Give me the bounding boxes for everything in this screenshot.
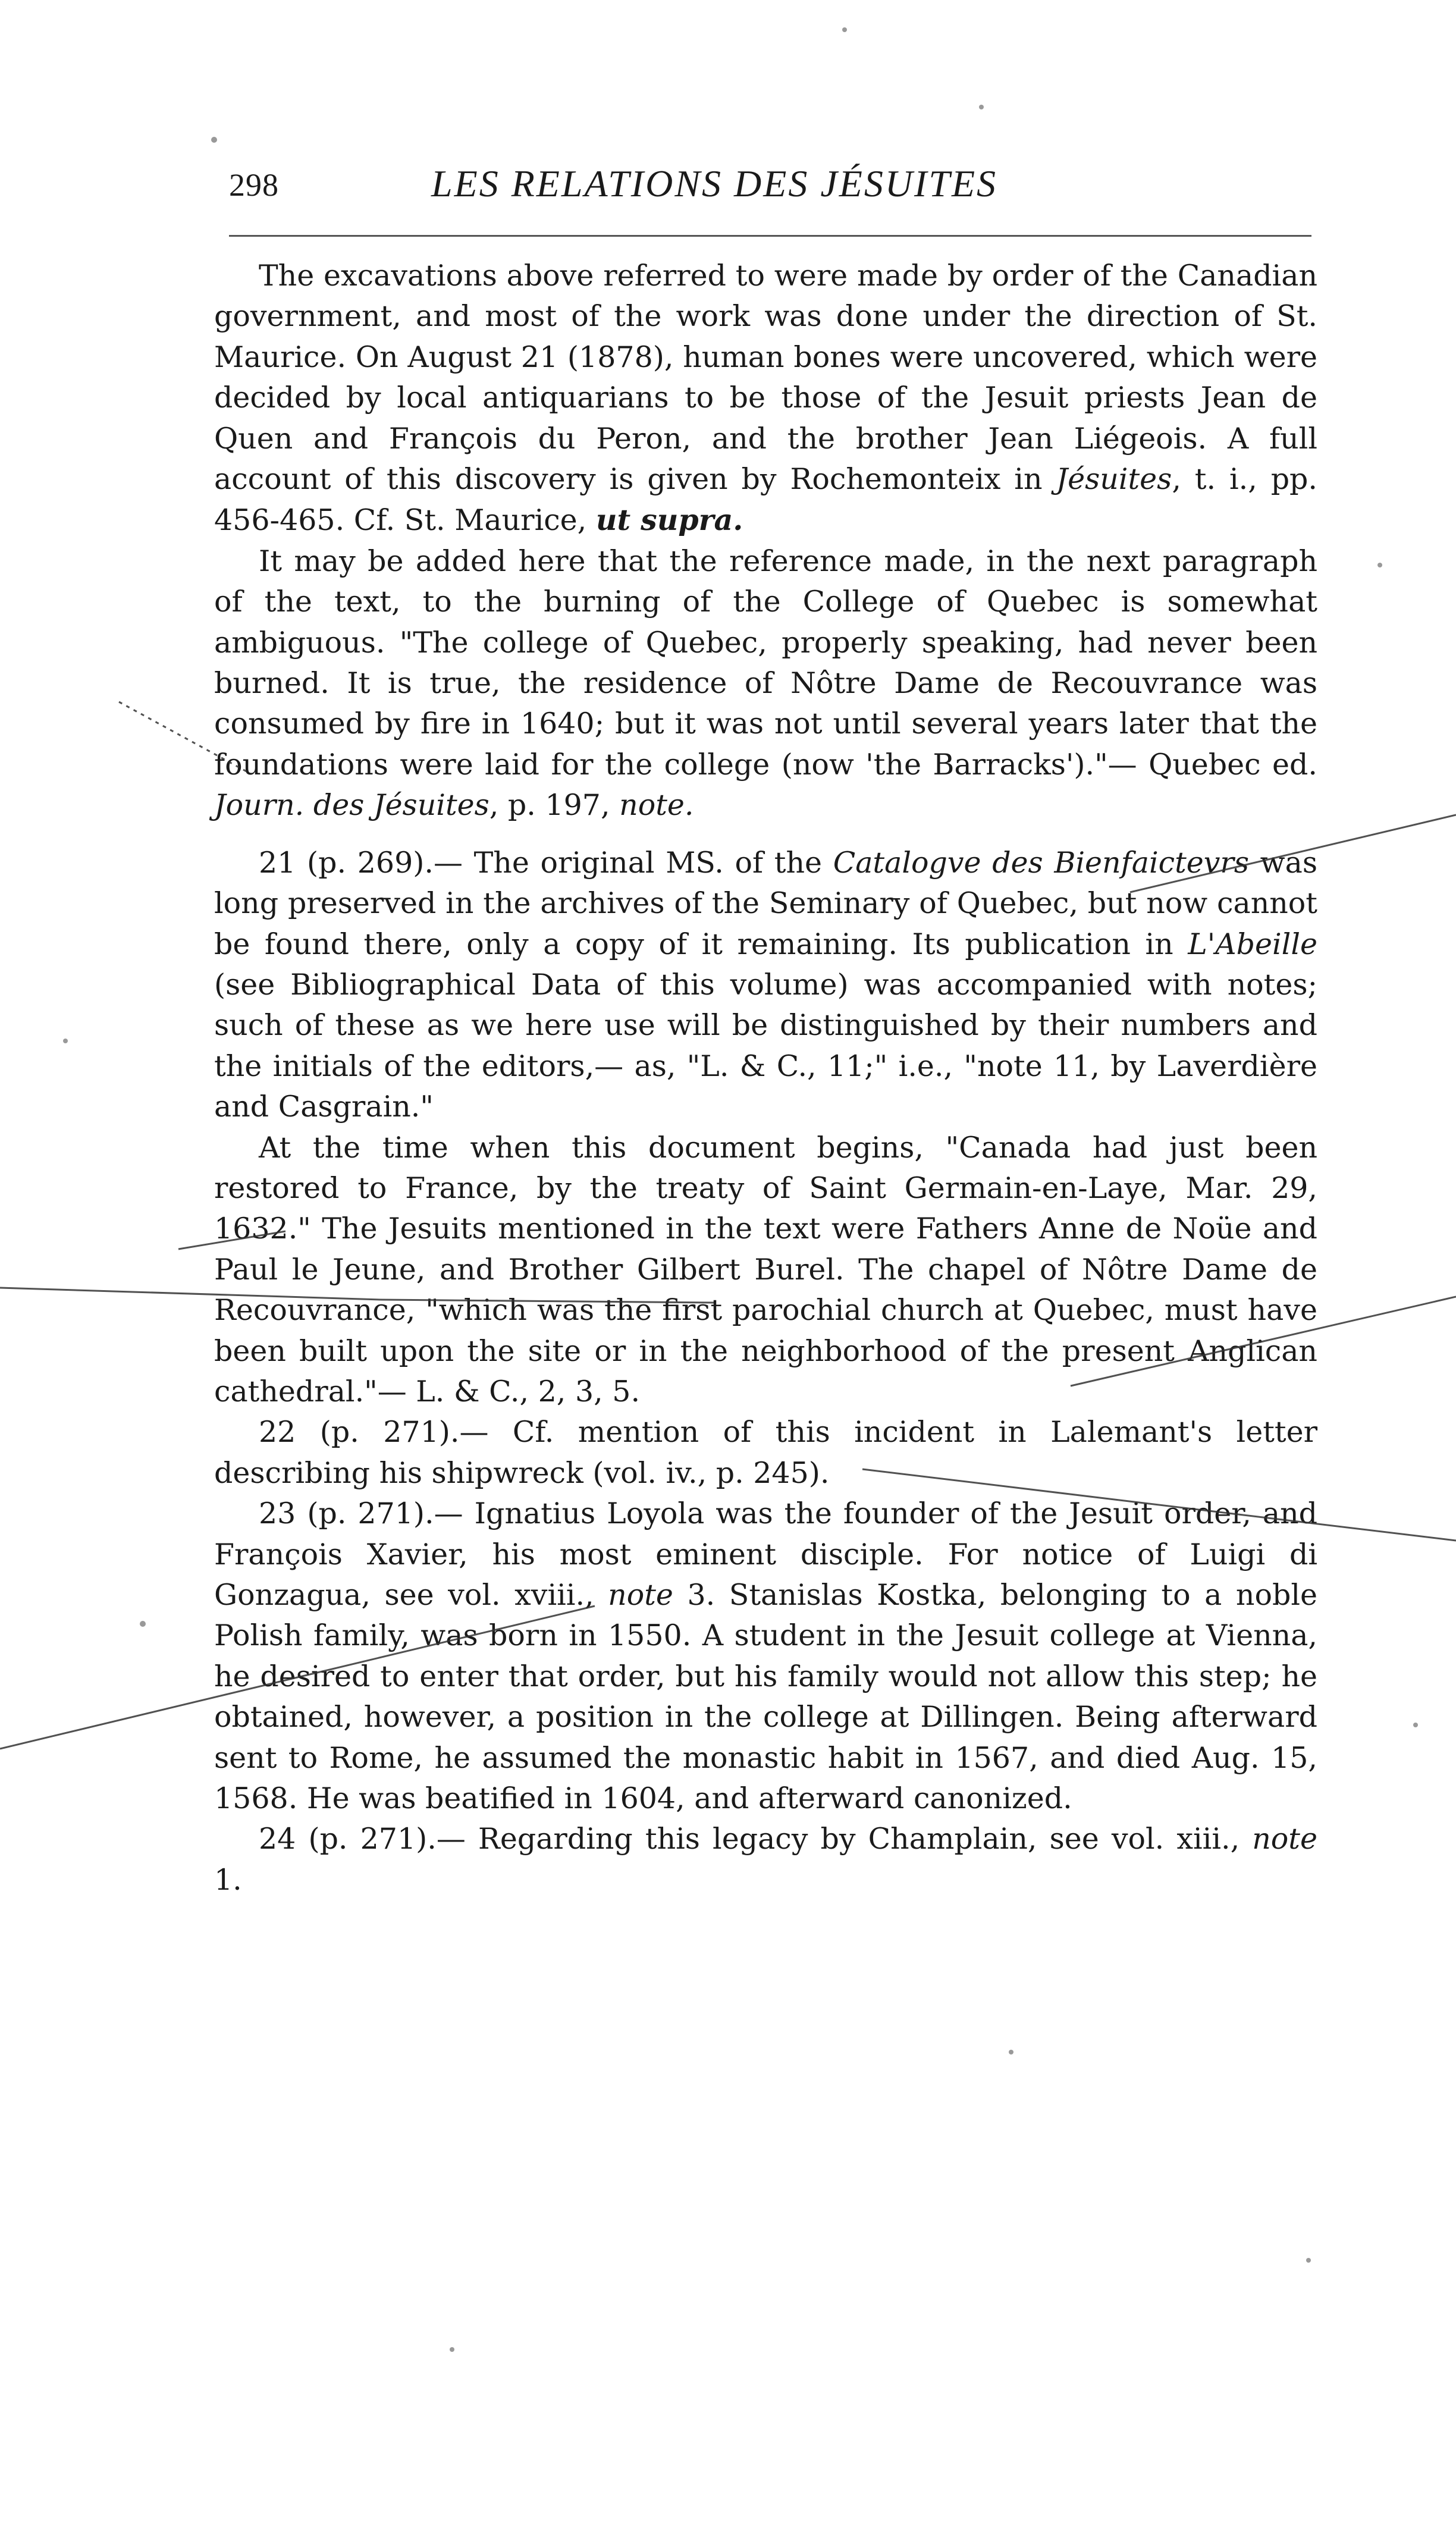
page-header: [229, 161, 1329, 214]
note-22: 22 (p. 271).— Cf. mention of this incident in Lalemant's letter describing his shipwreck (vol. iv., p. 245).: [214, 1415, 1317, 1490]
note-21: 21 (p. 269).— The original MS. of the Catalogve des Bienfaictevrs was long preserved in the archives of the Seminary of Quebec, but now cannot be found there, only a copy of it remaining. Its publication in L'Abeille (see Bibliographical Data of this volume) was accompanied with notes; such of these as we here use will be distinguished by their numbers and the initials of the editors,— as, "L. & C., 11;" i.e., "note 11, by Laverdière and Casgrain.": [214, 845, 1317, 1124]
speck: [1377, 563, 1382, 567]
speck: [1009, 2050, 1013, 2054]
speck: [450, 2347, 454, 2352]
speck: [1413, 1723, 1418, 1727]
speck: [1306, 2258, 1311, 2263]
header-rule: [229, 235, 1311, 237]
speck: [842, 27, 847, 32]
running-title: LES RELATIONS DES JÉSUITES: [431, 162, 998, 205]
speck: [979, 105, 984, 109]
speck: [63, 1039, 68, 1043]
note-21-continued: At the time when this document begins, "Canada had just been restored to France, by the treaty of Saint Germain-en-Laye, Mar. 29, 1632." The Jesuits mentioned in the text were Fathers Anne de Noüe and Paul le Jeune, and Brother Gilbert Burel. The chapel of Nôtre Dame de Recouvrance, "which was the first parochial church at Quebec, must have been built upon the site or in the neighborhood of the present Anglican cathedral."— L. & C., 2, 3, 5.: [214, 1130, 1317, 1409]
note-23: 23 (p. 271).— Ignatius Loyola was the founder of the Jesuit order, and François Xavier, his most eminent disciple. For notice of Luigi di Gonzagua, see vol. xviii., note 3. Stanislas Kostka, belonging to a noble Polish family, was born in 1550. A student in the Jesuit college at Vienna, he desired to enter that order, but his family would not allow this step; he obtained, however, a position in the college at Dillingen. Being afterward sent to Rome, he assumed the monastic habit in 1567, and died Aug. 15, 1568. He was beatified in 1604, and afterward canonized.: [214, 1497, 1317, 1816]
paragraph-college-fire: It may be added here that the reference made, in the next paragraph of the text, to the burning of the College of Quebec is somewhat ambiguous. "The college of Quebec, properly speaking, had never been burned. It is true, the residence of Nôtre Dame de Recouvrance was consumed by fire in 1640; but it was not until several years later that the foundations were laid for the college (now 'the Barracks')."— Quebec ed. Journ. des Jésuites, p. 197, note.: [214, 544, 1317, 823]
body-text: [214, 256, 1317, 1900]
note-24: 24 (p. 271).— Regarding this legacy by Champlain, see vol. xiii., note 1.: [214, 1822, 1317, 1897]
page-number: 298: [229, 167, 279, 203]
paragraph-excavations: The excavations above referred to were made by order of the Canadian government, and most of the work was done under the direction of St. Maurice. On August 21 (1878), human bones were uncovered, which were decided by local antiquarians to be those of the Jesuit priests Jean de Quen and François du Peron, and the brother Jean Liégeois. A full account of this discovery is given by Rochemonteix in Jésuites, t. i., pp. 456-465. Cf. St. Maurice, ut supra.: [214, 259, 1317, 538]
speck: [211, 137, 217, 143]
speck: [140, 1621, 146, 1627]
